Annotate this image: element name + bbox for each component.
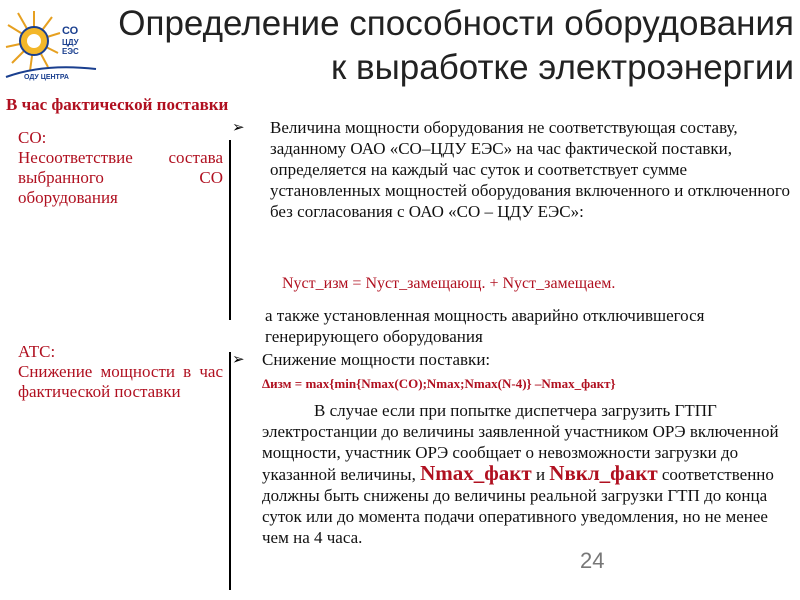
ats-text: Снижение мощности в час фактической поставки (18, 362, 223, 401)
section2-formula: Δизм = max{min{Nmax(CO);Nmax;Nmax(N-4)} –Nmax_факт} (262, 376, 616, 391)
page-number: 24 (580, 548, 605, 573)
co-block (18, 128, 223, 208)
title-line-2: к выработке электроэнергии (330, 48, 794, 87)
arrow-bullet-icon-2: ➢ (232, 350, 245, 368)
section1-addition: а также установленная мощность аварийно отключившегося генерирующего оборудования (265, 306, 705, 346)
ats-heading: АТС: (18, 342, 56, 361)
section2-heading: Снижение мощности поставки: (262, 350, 491, 369)
logo-text-cdu: ЦДУ (62, 38, 79, 47)
title-line-1: Определение способности оборудования (118, 4, 794, 43)
divider-line-bottom (229, 352, 231, 590)
nmax-fact-term: Nmax_факт (420, 461, 532, 485)
slide-subtitle: В час фактической поставки (6, 95, 229, 114)
arrow-bullet-icon: ➢ (232, 118, 245, 136)
co-heading: СО: (18, 128, 47, 147)
and-word: и (535, 465, 546, 484)
logo-caption: ОДУ ЦЕНТРА (24, 74, 69, 81)
logo-text-so: СО (62, 25, 79, 37)
section1-paragraph: Величина мощности оборудования не соответствующая составу, заданному ОАО «СО–ЦДУ ЕЭС» на час фактической поставки, определяется на каждый час суток и соответствует сумме установленных мощностей оборудования включенного и отключенного без согласования с ОАО «СО – ЦДУ ЕЭС»: (270, 118, 790, 221)
ats-block (18, 342, 223, 402)
company-logo (4, 3, 100, 85)
section2-paragraph (262, 400, 796, 548)
section1-formula: Nуст_изм = Nуст_замещающ. + Nуст_замещаем. (282, 275, 616, 292)
slide-title (104, 2, 794, 90)
section2-para-part2: соответственно должны быть снижены до величины реальной загрузки ГТП до конца суток или до момента подачи оперативного уведомления, но не менее чем на 4 часа. (262, 465, 774, 547)
logo-text-ees: ЕЭС (62, 47, 79, 56)
nvkl-fact-term: Nвкл_факт (549, 461, 658, 485)
co-text: Несоответствие состава выбранного СО оборудования (18, 148, 223, 207)
section2-para-part1: В случае если при попытке диспетчера загрузить ГТПГ электростанции до величины заявленной участником ОРЭ включенной мощности, участник ОРЭ сообщает о невозможности загрузки до указанной величины, (262, 401, 779, 484)
divider-line-top (229, 140, 231, 320)
